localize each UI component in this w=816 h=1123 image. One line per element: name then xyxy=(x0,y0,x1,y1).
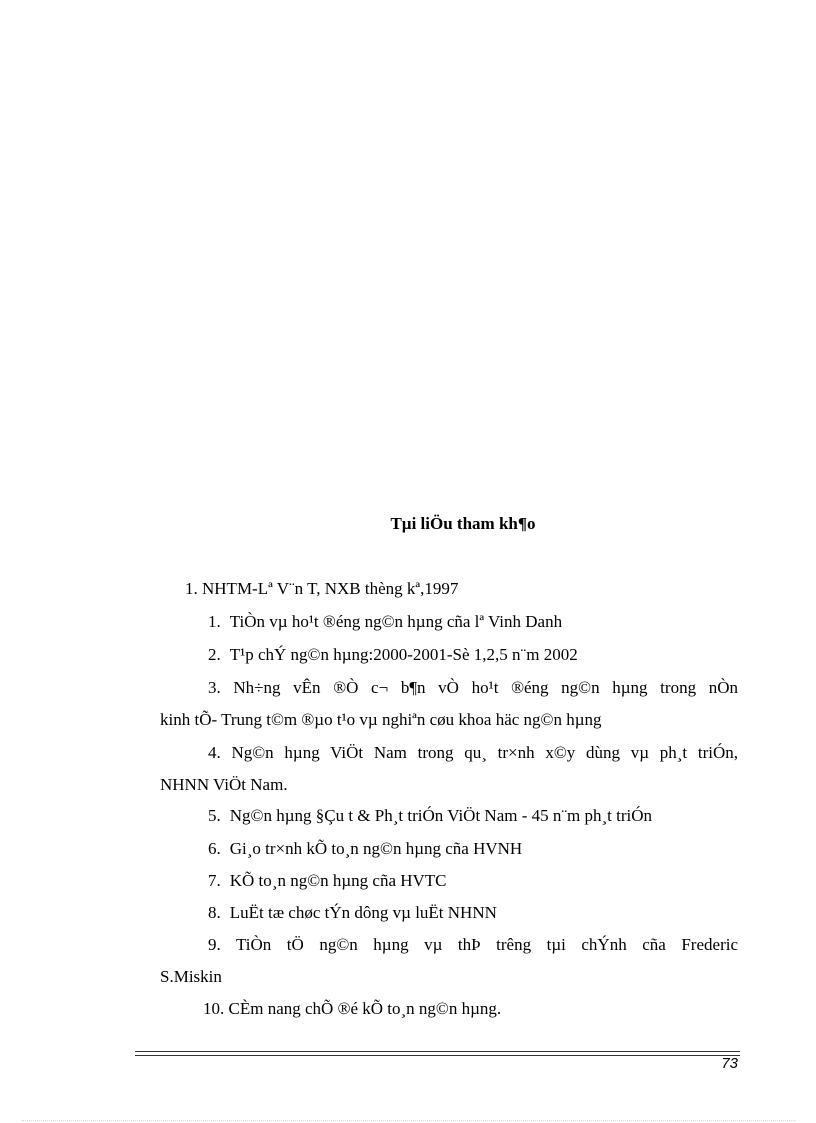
reference-item xyxy=(208,838,522,860)
page-bottom-divider xyxy=(22,1120,796,1121)
reference-item xyxy=(208,644,578,666)
reference-item xyxy=(208,611,562,633)
page-title: Tµi liÖu tham kh¶o xyxy=(390,514,536,533)
reference-text: T¹p chÝ ng©n hµng:2000-2001-Sè 1,2,5 n¨m 2002 xyxy=(229,645,578,664)
reference-number: 8. xyxy=(208,903,221,922)
reference-continuation: kinh tÕ- Trung t©m ®µo t¹o vµ nghiªn cøu khoa häc ng©n hµng xyxy=(160,710,602,729)
reference-text: Gi¸o tr×nh kÕ to¸n ng©n hµng cña HVNH xyxy=(229,839,523,858)
reference-item: 1. NHTM-Lª V¨n T, NXB thèng kª,1997 xyxy=(185,579,459,598)
reference-text: KÕ to¸n ng©n hµng cña HVTC xyxy=(229,871,447,890)
reference-text: LuËt tæ chøc tÝn dông vµ luËt NHNN xyxy=(229,903,497,922)
reference-item: 10. CÈm nang chÕ ®é kÕ to¸n ng©n hµng. xyxy=(203,999,502,1018)
reference-item xyxy=(208,902,497,924)
reference-item: 4. Ng©n hµng ViÖt Nam trong qu¸ tr×nh x©y dùng vµ ph¸t triÓn, xyxy=(208,743,738,762)
reference-number: 2. xyxy=(208,645,221,664)
reference-number: 1. xyxy=(208,612,221,631)
reference-item xyxy=(208,870,447,892)
page-number: 73 xyxy=(721,1055,738,1072)
footer-divider xyxy=(135,1051,740,1056)
reference-number: 7. xyxy=(208,871,221,890)
reference-continuation: NHNN ViÖt Nam. xyxy=(160,775,288,794)
reference-number: 5. xyxy=(208,806,221,825)
reference-number: 6. xyxy=(208,839,221,858)
reference-continuation: S.Miskin xyxy=(160,967,222,986)
reference-item: 3. Nh÷ng vÊn ®Ò c¬ b¶n vÒ ho¹t ®éng ng©n hµng trong nÒn xyxy=(208,678,738,697)
reference-text: Ng©n hµng §Çu t & Ph¸t triÓn ViÖt Nam - 45 n¨m ph¸t triÓn xyxy=(229,806,653,825)
reference-text: TiÒn vµ ho¹t ®éng ng©n hµng cña lª Vinh Danh xyxy=(229,612,563,631)
reference-item: 9. TiÒn tÖ ng©n hµng vµ thÞ trêng tµi chÝnh cña Frederic xyxy=(208,935,738,954)
reference-item xyxy=(208,805,652,827)
